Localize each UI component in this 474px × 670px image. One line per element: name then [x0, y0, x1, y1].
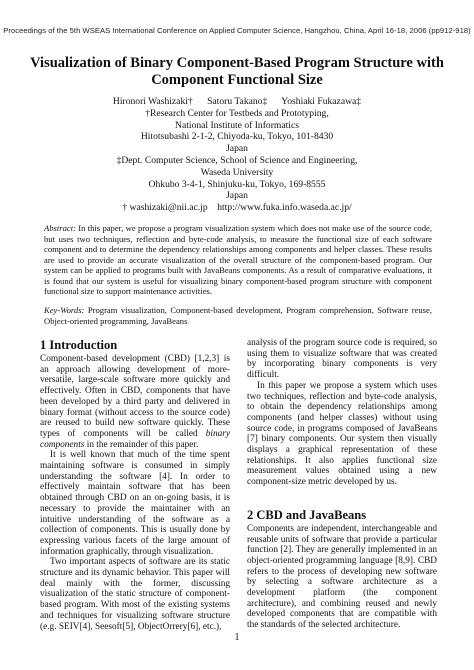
affiliation-line: Hitotsubashi 2-1-2, Chiyoda-ku, Tokyo, 101-8430 [140, 131, 334, 143]
abstract-label: Abstract: [44, 223, 76, 233]
title-line-1: Visualization of Binary Component-Based Program Structure with [30, 55, 444, 71]
affiliation-line: Japan [226, 143, 248, 155]
keywords [44, 305, 432, 326]
affiliation-line: Japan [226, 190, 248, 202]
paragraph: Components are independent, interchangeable and reusable units of software that provide a particular function [2]. They are generally implemented in an object-oriented programming language [8,9]. CBD refers to the process of developing new software by selecting a software architecture as a development platform (the component architecture), and combining reused and newly developed components that are compatible with the standards of the selected architecture. [247, 523, 437, 631]
title-line-2: Component Functional Size [151, 71, 323, 88]
emphasis: binary components [40, 428, 230, 450]
affiliation-line: †Research Center for Testbeds and Prototyping, [145, 107, 329, 119]
left-column [40, 338, 230, 632]
affiliation-line: National Institute of Informatics [175, 119, 299, 131]
paragraph: Component-based development (CBD) [1,2,3] is an approach allowing development of more-versatile, large-scale software more quickly and effectively. Often in CBD, components that have been developed by a third party and delivered in binary format (without access to the source code) are reused to build new software quickly. These types of components will be called binary components in the remainder of this paper. [40, 354, 230, 450]
running-head: Proceedings of the 5th WSEAS International Conference on Applied Computer Science, Hangzhou, China, April 16-18, 2006 (pp912-918) [3, 26, 471, 35]
paragraph: analysis of the program source code is required, so using them to visualize software that was created by incorporating binary components is very difficult. [247, 338, 437, 381]
affiliation-line: Waseda University [200, 166, 274, 178]
author-block [60, 96, 414, 214]
affiliation-line: ‡Dept. Computer Science, School of Science and Engineering, [116, 154, 358, 166]
paragraph: It is well known that much of the time spent maintaining software is consumed in simply understanding the software [4]. In order to effectively maintain software that has been obtained through CBD on an on-going basis, it is necessary to provide the maintainer with an intuitive understanding of the software as a collection of components. This is usually done by expressing various facets of the large amount of information graphically, through visualization. [40, 450, 230, 557]
affiliation-line: Ohkubo 3-4-1, Shinjuku-ku, Tokyo, 169-8555 [148, 178, 326, 190]
abstract-text: In this paper, we propose a program visualization system which does not make use of the source code, but uses two techniques, reflection and byte-code analysis, to measure the functional size of each software component and to determine the dependency relationships among components and helper classes. These results are used to provide an accurate visualization of the overall structure of the component-based program. Our system can be applied to programs built with JavaBeans components. As a result of comparative evaluations, it is found that our system is useful for visualizing binary component-based program structure with component functional size to support maintenance activities. [44, 223, 432, 296]
abstract [44, 223, 432, 297]
page-number: 1 [234, 632, 240, 643]
right-column [247, 338, 437, 631]
paper-title [30, 55, 444, 88]
paragraph: Two important aspects of software are its static structure and its dynamic behavior. This paper will deal mainly with the former, discussing visualization of the static structure of component-based program. With most of the existing systems and techniques for visualizing software structure (e.g. SEIV[4], Seesoft[5], ObjectOrrery[6], etc.), [40, 557, 230, 632]
contact-line: † washizaki@nii.ac.jp http://www.fuka.info.waseda.ac.jp/ [122, 202, 352, 214]
authors: Hironori Washizaki† Satoru Takano‡ Yoshiaki Fukazawa‡ [112, 96, 362, 107]
section-heading: 1 Introduction [40, 338, 118, 352]
keywords-text: Program visualization, Component-based development, Program comprehension, Software reuse, Object-oriented programming, JavaBeans [44, 305, 432, 326]
section-heading: 2 CBD and JavaBeans [247, 507, 367, 522]
keywords-label: Key-Words: [44, 305, 85, 315]
paragraph: In this paper we propose a system which uses two techniques, reflection and byte-code analysis, to obtain the dependency relationships among components (and helper classes) without using source code, in programs composed of JavaBeans [7] binary components. Our system then visually displays a graphical representation of these relationships. It also applies functional size measurement values obtained using a new component-size metric developed by us. [247, 380, 437, 488]
